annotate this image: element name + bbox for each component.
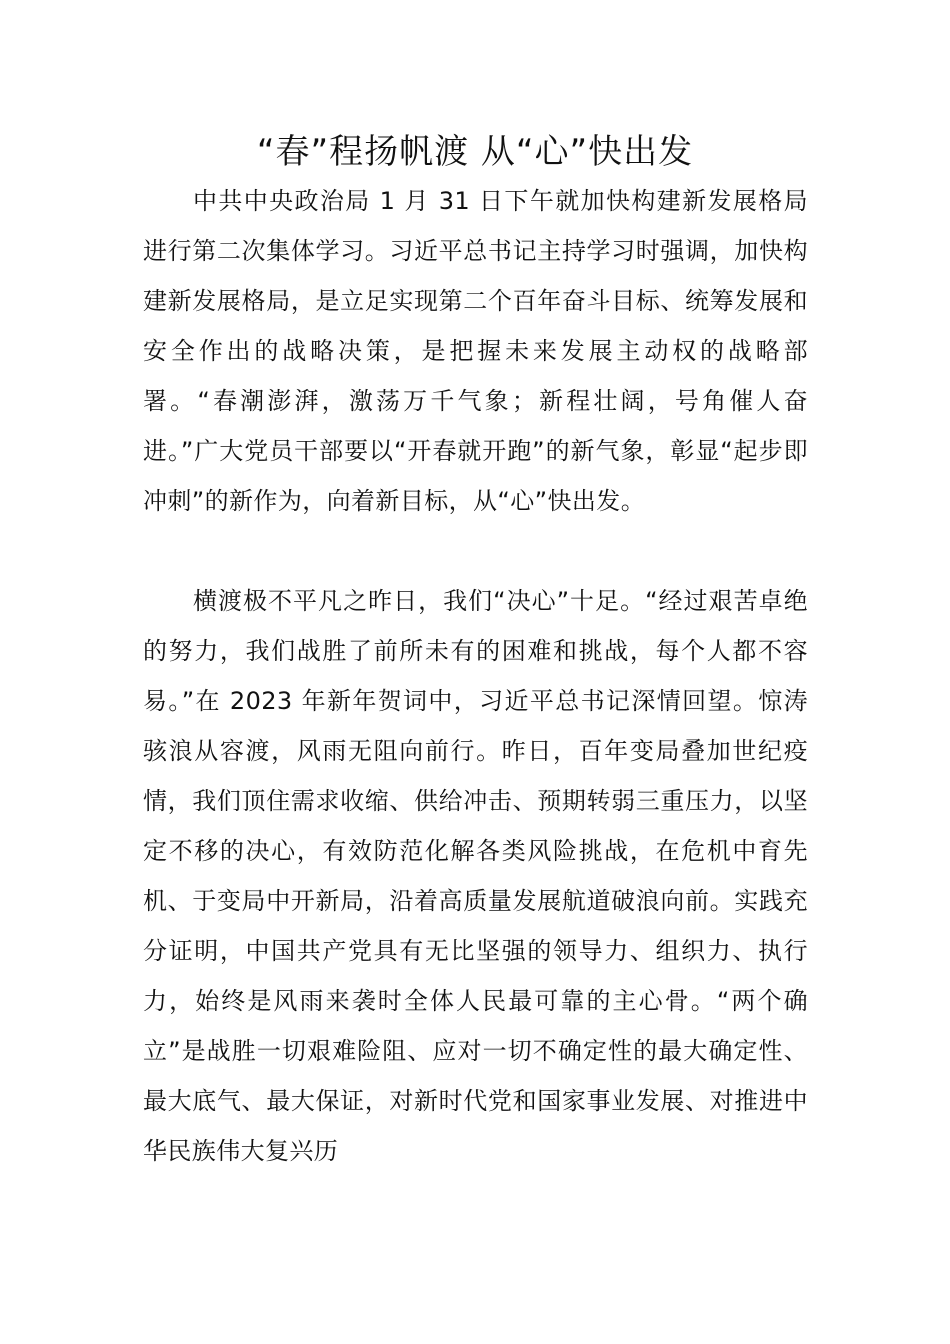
- document-body: [143, 176, 808, 1176]
- paragraph-2: 横渡极不平凡之昨日，我们“决心”十足。“经过艰苦卓绝的努力，我们战胜了前所未有的困难和挑战，每个人都不容易。”在 2023 年新年贺词中，习近平总书记深情回望。惊涛骇浪从容渡，风雨无阻向前行。昨日，百年变局叠加世纪疫情，我们顶住需求收缩、供给冲击、预期转弱三重压力，以坚定不移的决心，有效防范化解各类风险挑战，在危机中育先机、于变局中开新局，沿着高质量发展航道破浪向前。实践充分证明，中国共产党具有无比坚强的领导力、组织力、执行力，始终是风雨来袭时全体人民最可靠的主心骨。“两个确立”是战胜一切艰难险阻、应对一切不确定性的最大确定性、最大底气、最大保证，对新时代党和国家事业发展、对推进中华民族伟大复兴历: [143, 587, 808, 1165]
- paragraph-gap: [143, 526, 808, 576]
- document-title: “春”程扬帆渡 从“心”快出发: [256, 132, 694, 172]
- paragraph-1: 中共中央政治局 1 月 31 日下午就加快构建新发展格局进行第二次集体学习。习近平总书记主持学习时强调，加快构建新发展格局，是立足实现第二个百年奋斗目标、统筹发展和安全作出的战略决策，是把握未来发展主动权的战略部署。“春潮澎湃，激荡万千气象；新程壮阔，号角催人奋进。”广大党员干部要以“开春就开跑”的新气象，彰显“起步即冲刺”的新作为，向着新目标，从“心”快出发。: [143, 187, 808, 515]
